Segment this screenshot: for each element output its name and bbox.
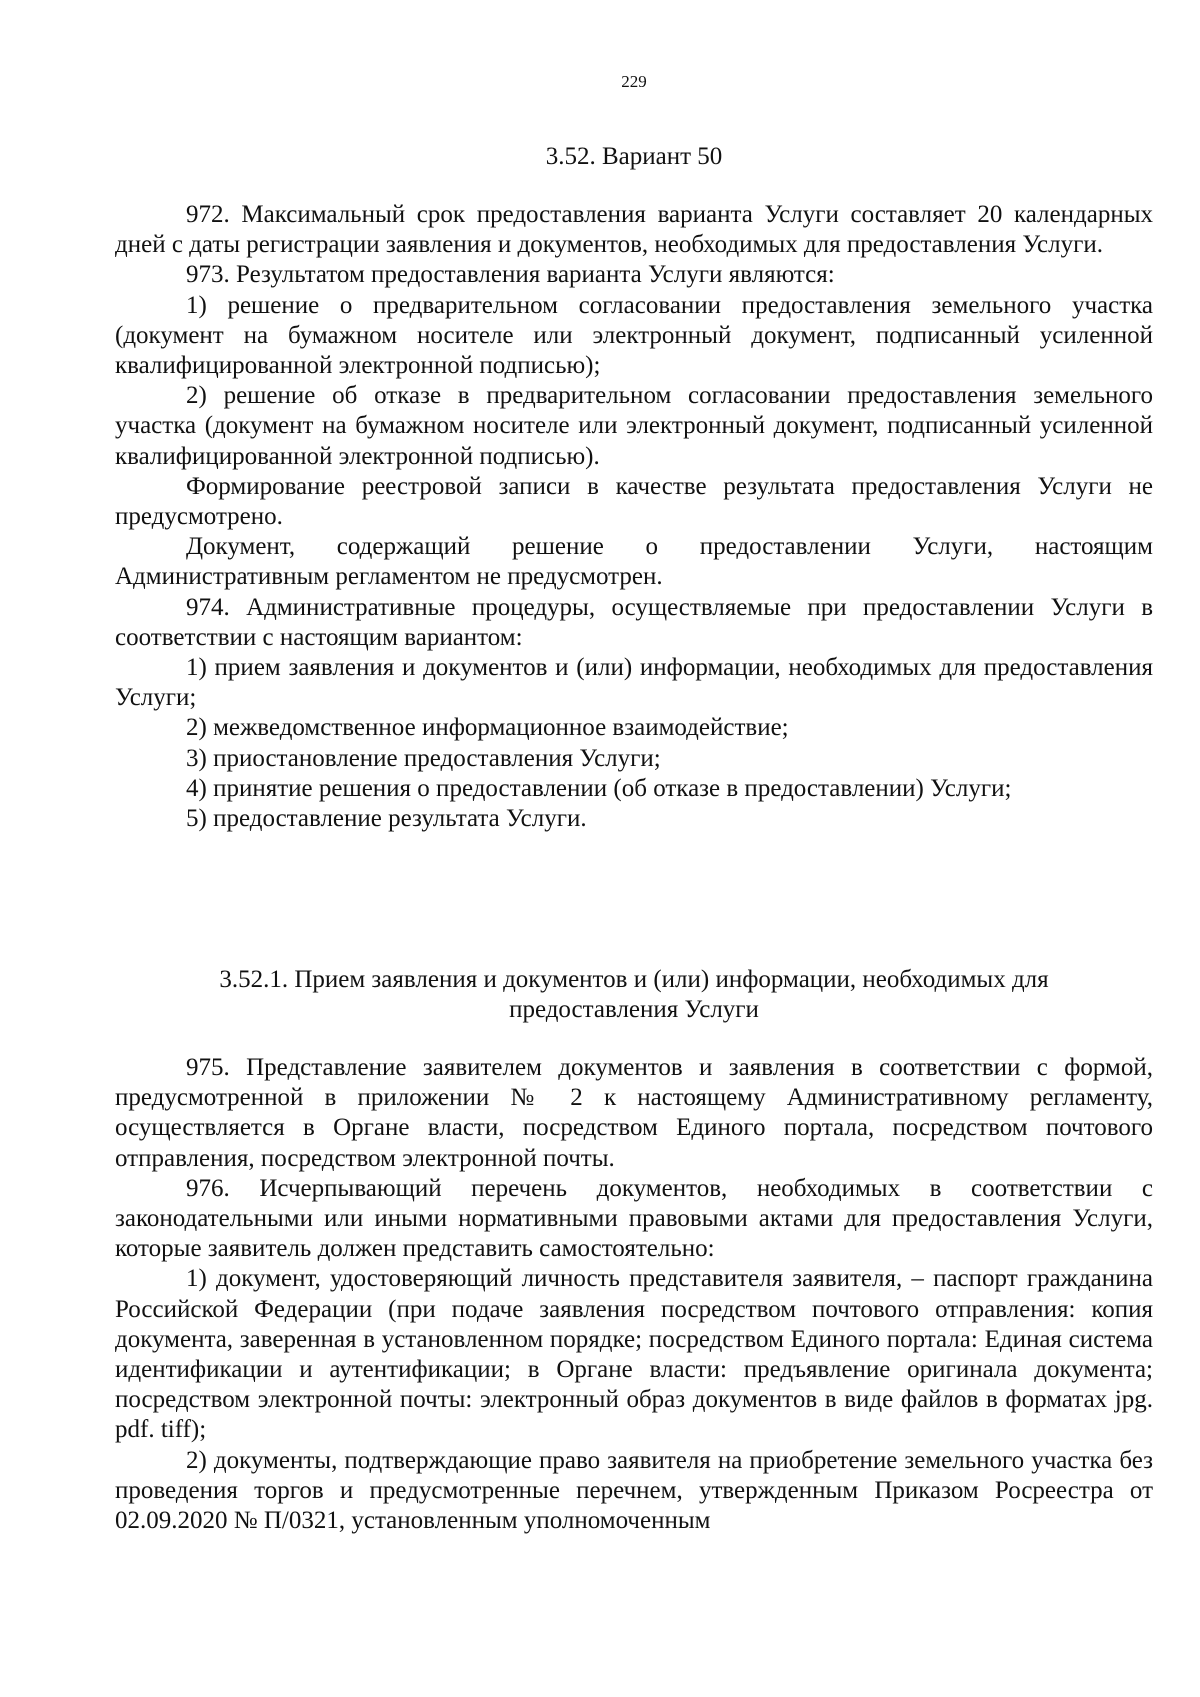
list-item-976-2: 2) документы, подтверждающие право заявителя на приобретение земельного участка без проведения торгов и предусмотренные перечнем, утвержденным Приказом Росреестра от 02.09.2020 № П/0321, установленным уполномоченным: [115, 1446, 1153, 1535]
section-title: 3.52. Вариант 50: [545, 143, 723, 170]
paragraph-972: 972. Максимальный срок предоставления варианта Услуги составляет 20 календарных дней с даты регистрации заявления и документов, необходимых для предоставления Услуги.: [115, 201, 1153, 259]
paragraph-registry-record: Формирование реестровой записи в качестве результата предоставления Услуги не предусмотрено.: [115, 472, 1153, 531]
list-item-973-2: 2) решение об отказе в предварительном согласовании предоставления земельного участка (документ на бумажном носителе или электронный документ, подписанный усиленной квалифицированной электронной подписью).: [115, 382, 1153, 470]
list-item-973-1: 1) решение о предварительном согласовании предоставления земельного участка (документ на бумажном носителе или электронный документ, подписанный усиленной квалифицированной электронной подписью);: [115, 291, 1153, 380]
subsection-title-line-1: 3.52.1. Прием заявления и документов и (или) информации, необходимых для: [219, 966, 1049, 993]
paragraph-975: 975. Представление заявителем документов и заявления в соответствии с формой, предусмотренной в приложении № 2 к настоящему Административному регламенту, осуществляется в Органе власти, посредством Единого портала, посредством почтового отправления, посредством электронной почты.: [115, 1054, 1153, 1172]
list-item-974-3: 3) приостановление предоставления Услуги;: [186, 744, 661, 772]
paragraph-976: 976. Исчерпывающий перечень документов, необходимых в соответствии с законодательными или иными нормативными правовыми актами для предоставления Услуги, которые заявитель должен представить самостоятельно:: [115, 1174, 1153, 1263]
paragraph-decision-document: Документ, содержащий решение о предоставлении Услуги, настоящим Административным регламентом не предусмотрен.: [115, 533, 1153, 591]
page-number: 229: [621, 72, 647, 91]
subsection-body: [115, 1053, 1153, 1536]
section-body: [115, 200, 1153, 834]
subsection-title-line-2: предоставления Услуги: [509, 996, 759, 1023]
paragraph-973: 973. Результатом предоставления варианта Услуги являются:: [186, 261, 835, 289]
list-item-974-5: 5) предоставление результата Услуги.: [186, 805, 587, 833]
paragraph-974: 974. Административные процедуры, осуществляемые при предоставлении Услуги в соответствии с настоящим вариантом:: [115, 593, 1153, 651]
list-item-974-2: 2) межведомственное информационное взаимодействие;: [186, 714, 789, 742]
list-item-976-1: 1) документ, удостоверяющий личность представителя заявителя, – паспорт гражданина Российской Федерации (при подаче заявления посредством почтового отправления: копия документа, заверенная в установленном порядке; посредством Единого портала: Единая система идентификации и аутентификации; в Органе власти: предъявление оригинала документа; посредством электронной почты: электронный образ документов в виде файлов в форматах jpg. pdf. tiff);: [115, 1265, 1153, 1444]
subsection-title: [115, 965, 1153, 1025]
list-item-974-4: 4) принятие решения о предоставлении (об отказе в предоставлении) Услуги;: [186, 774, 1012, 802]
list-item-974-1: 1) прием заявления и документов и (или) информации, необходимых для предоставления Услуги;: [115, 654, 1153, 712]
